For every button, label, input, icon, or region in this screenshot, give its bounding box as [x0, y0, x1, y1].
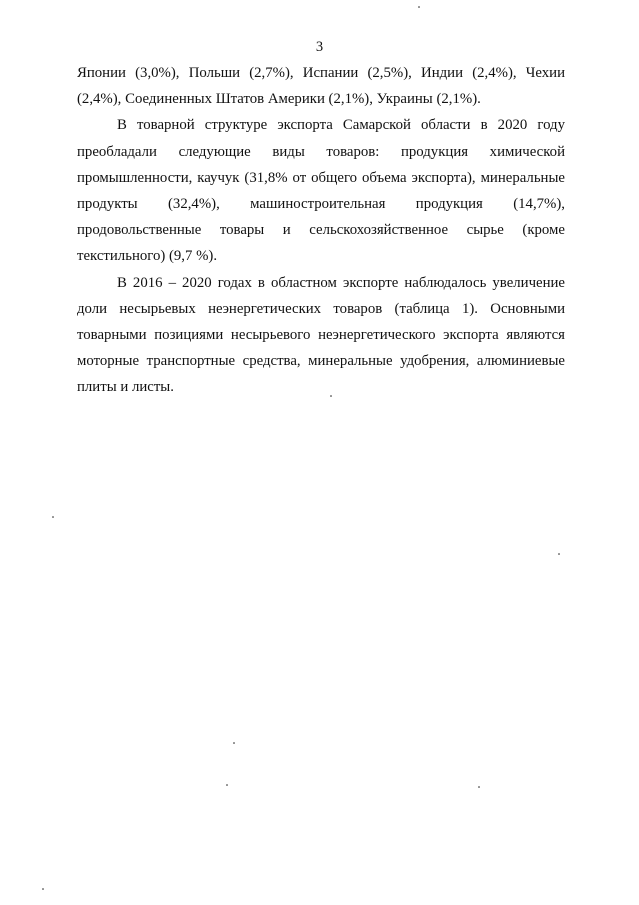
scan-speck	[42, 888, 44, 890]
page-number: 3	[315, 39, 324, 55]
scan-speck	[330, 395, 332, 397]
scan-speck	[52, 516, 54, 518]
paragraph-export-commodity-structure: В товарной структуре экспорта Самарской области в 2020 году преобладали следующие виды товаров: продукция химической промышленности, каучук (31,8% от общего объема экспорта), минеральные продукты (32,4%), машиностроительная продукция (14,7%), продовольственные товары и сельскохозяйственное сырье (кроме текстильного) (9,7 %).	[77, 117, 565, 265]
scan-speck	[418, 6, 420, 8]
paragraph-export-countries-continued: Японии (3,0%), Польши (2,7%), Испании (2,5%), Индии (2,4%), Чехии (2,4%), Соединенных Штатов Америки (2,1%), Украины (2,1%).	[77, 65, 565, 108]
paragraph-non-resource-export: В 2016 – 2020 годах в областном экспорте наблюдалось увеличение доли несырьевых неэнергетических товаров (таблица 1). Основными товарными позициями несырьевого неэнергетического экспорта являются моторные транспортные средства, минеральные удобрения, алюминиевые плиты и листы.	[77, 274, 565, 396]
body-text	[77, 60, 565, 401]
scan-speck	[478, 786, 480, 788]
scan-speck	[558, 553, 560, 555]
scan-speck	[233, 742, 235, 744]
scan-speck	[226, 784, 228, 786]
